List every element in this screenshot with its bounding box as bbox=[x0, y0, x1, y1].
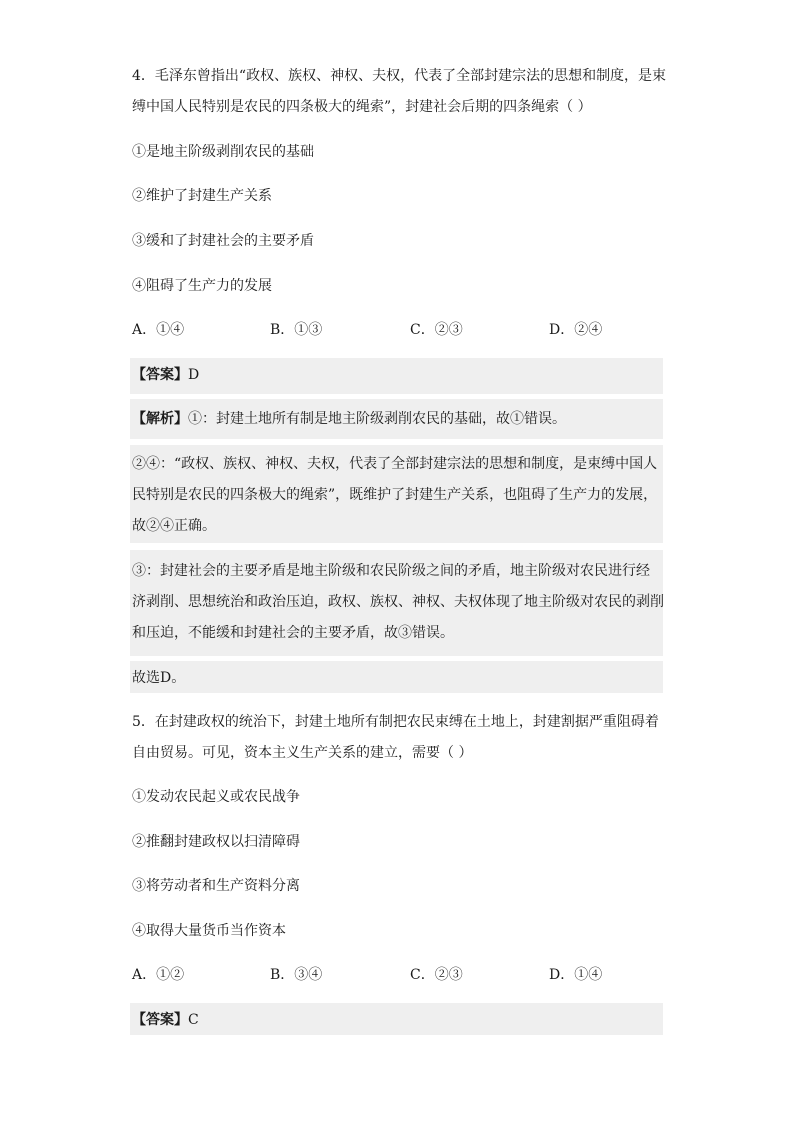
q4-analysis-p3-line2: 济剥削、思想统治和政治压迫，政权、族权、神权、夫权体现了地主阶级对农民的剥削 bbox=[132, 594, 664, 610]
q4-option-a: A．①④ bbox=[132, 322, 185, 338]
q4-analysis-tag: 【解析】 bbox=[132, 411, 188, 427]
q4-analysis-p2-line3: 故②④正确。 bbox=[132, 518, 216, 534]
q4-analysis-p3-line3: 和压迫，不能缓和封建社会的主要矛盾，故③错误。 bbox=[132, 625, 454, 641]
q5-option-b: B．③④ bbox=[270, 967, 323, 983]
q5-item-3: ③将劳动者和生产资料分离 bbox=[132, 878, 300, 894]
q4-answer-value: D bbox=[188, 367, 200, 383]
q4-item-4: ④阻碍了生产力的发展 bbox=[132, 278, 272, 294]
q4-stem-line1: 4．毛泽东曾指出“政权、族权、神权、夫权，代表了全部封建宗法的思想和制度，是束 bbox=[132, 68, 667, 84]
q4-conclusion: 故选D。 bbox=[132, 670, 186, 686]
q4-analysis-p2-line1: ②④：“政权、族权、神权、夫权，代表了全部封建宗法的思想和制度，是束缚中国人 bbox=[132, 456, 658, 472]
q4-stem-line2: 缚中国人民特别是农民的四条极大的绳索”，封建社会后期的四条绳索（ ） bbox=[132, 99, 592, 115]
q4-analysis-p1 bbox=[132, 409, 664, 429]
q5-option-d: D．①④ bbox=[549, 967, 603, 983]
q5-item-2: ②推翻封建政权以扫清障碍 bbox=[132, 834, 300, 850]
q4-item-3: ③缓和了封建社会的主要矛盾 bbox=[132, 233, 314, 249]
q5-stem-line1: 5．在封建政权的统治下，封建土地所有制把农民束缚在土地上，封建割据严重阻碍着 bbox=[132, 714, 659, 730]
q4-analysis-p3-line1: ③：封建社会的主要矛盾是地主阶级和农民阶级之间的矛盾，地主阶级对农民进行经 bbox=[132, 563, 650, 579]
q5-item-1: ①发动农民起义或农民战争 bbox=[132, 789, 300, 805]
q4-analysis-p2-line2: 民特别是农民的四条极大的绳索”，既维护了封建生产关系，也阻碍了生产力的发展， bbox=[132, 487, 658, 503]
q5-answer bbox=[132, 1010, 664, 1030]
q5-option-a: A．①② bbox=[132, 967, 185, 983]
q5-option-c: C．②③ bbox=[410, 967, 463, 983]
q4-item-1: ①是地主阶级剥削农民的基础 bbox=[132, 144, 314, 160]
q4-item-2: ②维护了封建生产关系 bbox=[132, 188, 272, 204]
q5-item-4: ④取得大量货币当作资本 bbox=[132, 923, 286, 939]
q4-option-c: C．②③ bbox=[410, 322, 463, 338]
q4-answer bbox=[132, 365, 664, 385]
q5-answer-tag: 【答案】 bbox=[132, 1012, 188, 1028]
q5-stem-line2: 自由贸易。可见，资本主义生产关系的建立，需要（ ） bbox=[132, 745, 473, 761]
q4-analysis-p1-text: ①：封建土地所有制是地主阶级剥削农民的基础，故①错误。 bbox=[188, 411, 566, 427]
q4-option-d: D．②④ bbox=[549, 322, 603, 338]
q5-answer-value: C bbox=[188, 1012, 199, 1028]
q4-option-b: B．①③ bbox=[270, 322, 323, 338]
q4-answer-tag: 【答案】 bbox=[132, 367, 188, 383]
